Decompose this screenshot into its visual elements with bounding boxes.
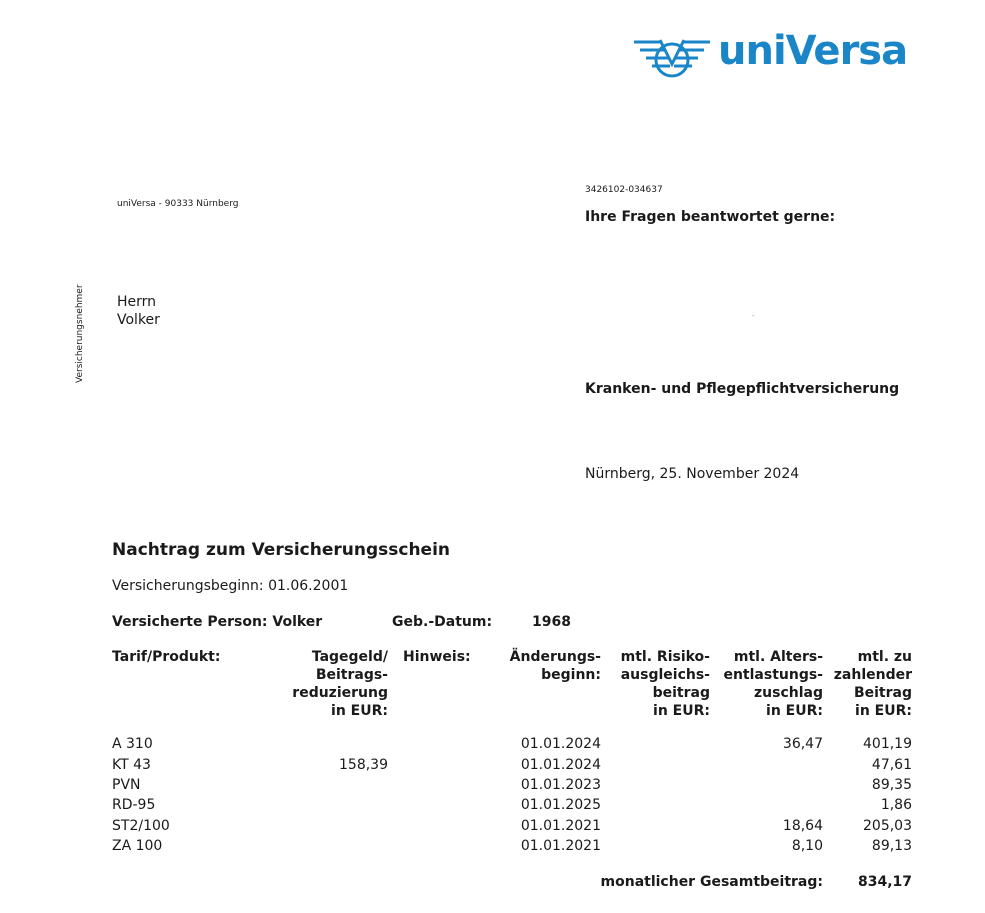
side-label: Versicherungsnehmer (75, 284, 85, 383)
document-title: Nachtrag zum Versicherungsschein (112, 540, 451, 560)
contact-dash: - (752, 312, 755, 320)
row-zahlend: 1,86 (880, 797, 912, 813)
row-alters: 36,47 (782, 736, 823, 752)
brand-logo-text: uniVersa (718, 28, 908, 74)
header-alters: mtl. Alters- entlastungs- zuschlag in EUR: (723, 649, 823, 719)
total-label: monatlicher Gesamtbeitrag: (600, 874, 823, 890)
row-tarif: ST2/100 (112, 818, 170, 834)
insured-person: Versicherte Person: Volker (112, 614, 323, 630)
row-beginn: 01.01.2023 (520, 777, 601, 793)
row-beginn: 01.01.2024 (520, 757, 601, 773)
row-beginn: 01.01.2021 (520, 838, 601, 854)
insurance-type: Kranken- und Pflegepflichtversicherung (585, 381, 900, 397)
row-tarif: RD-95 (112, 797, 156, 813)
header-hinweis: Hinweis: (403, 649, 471, 665)
row-tarif: KT 43 (112, 757, 151, 773)
recipient-name: Volker (117, 312, 160, 328)
row-beginn: 01.01.2025 (520, 797, 601, 813)
row-alters: 8,10 (791, 838, 823, 854)
row-tarif: ZA 100 (112, 838, 163, 854)
header-aenderung: Änderungs- beginn: (509, 649, 601, 683)
row-zahlend: 89,35 (871, 777, 912, 793)
total-value: 834,17 (857, 874, 912, 890)
row-zahlend: 47,61 (871, 757, 912, 773)
recipient-salutation: Herrn (117, 294, 157, 310)
row-zahlend: 89,13 (871, 838, 912, 854)
date-line: Nürnberg, 25. November 2024 (585, 466, 800, 482)
row-tarif: A 310 (112, 736, 153, 752)
row-beginn: 01.01.2024 (520, 736, 601, 752)
row-zahlend: 205,03 (863, 818, 912, 834)
row-alters: 18,64 (782, 818, 823, 834)
contact-heading: Ihre Fragen beantwortet gerne: (585, 209, 836, 225)
header-tagegeld: Tagegeld/ Beitrags- reduzierung in EUR: (292, 649, 388, 719)
dob-value: 1968 (532, 614, 571, 630)
row-beginn: 01.01.2021 (520, 818, 601, 834)
insurance-start: Versicherungsbeginn: 01.06.2001 (112, 578, 349, 594)
sender-line: uniVersa - 90333 Nürnberg (117, 199, 239, 209)
reference-number: 3426102-034637 (585, 185, 663, 195)
row-zahlend: 401,19 (863, 736, 912, 752)
row-tagegeld: 158,39 (339, 757, 388, 773)
header-zahlend: mtl. zu zahlender Beitrag in EUR: (833, 649, 912, 719)
header-risiko: mtl. Risiko- ausgleichs- beitrag in EUR: (620, 649, 710, 719)
row-tarif: PVN (112, 777, 141, 793)
header-tarif: Tarif/Produkt: (112, 649, 221, 665)
dob-label: Geb.-Datum: (392, 614, 493, 630)
